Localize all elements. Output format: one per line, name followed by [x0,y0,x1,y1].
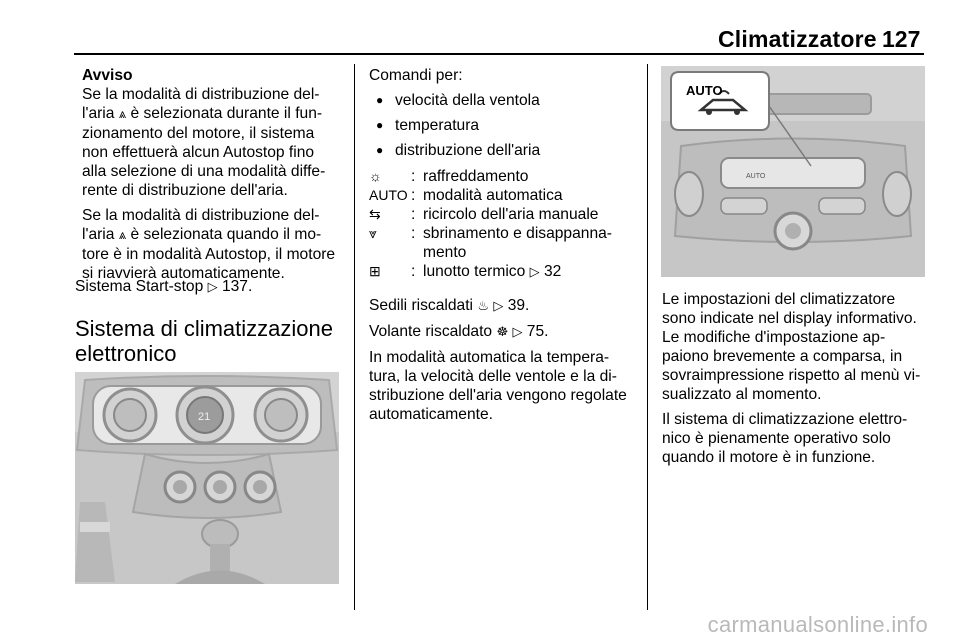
defrost-icon: ⩓ [118,107,127,122]
heated-seats-reference[interactable]: Sedili riscaldati ♨ ▷ 39. [369,297,530,314]
notice-line: Se la modalità di distribuzione del- [82,207,320,224]
auto-mode-paragraph: In modalità automatica la tempera- tura, la velocità delle ventole e la di- stribuzione dell'aria vengono regolate automaticamente. [369,349,627,423]
watermark: carmanualsonline.info [707,612,928,637]
heated-wheel-reference[interactable]: Volante riscaldato ☸ ▷ 75. [369,323,549,340]
notice-title: Avviso [82,67,133,84]
notice-line: Se la modalità di distribuzione del- [82,86,320,103]
operation-paragraph: Il sistema di climatizzazione elettro- nico è pienamente operativo solo quando il motore è in funzione. [662,411,908,466]
notice-line: si riavvierà automaticamente. [82,265,285,282]
cooling-icon: ☼ [369,168,382,184]
auto-label: AUTO [686,83,723,98]
page-number: 127 [882,26,921,52]
page-arrow-icon: ▷ [207,280,218,295]
notice-line: rente di distribuzione dell'aria. [82,182,288,199]
notice-line: l'aria ⩓ è selezionata durante il fun- [82,105,323,122]
defrost-icon: ⩓ [118,228,127,243]
controls-list [369,91,635,160]
header-rule [74,53,924,55]
page-arrow-icon: ▷ [529,265,540,280]
column-divider-right [647,64,648,610]
rear-window-reference[interactable]: lunotto termico ▷ 32 [423,263,562,280]
list-item: ● temperatura [369,116,635,135]
list-item: ● distribuzione dell'aria [369,141,635,160]
recirculation-icon: ⇆ [369,206,381,222]
page-title: Climatizzatore [718,26,877,52]
page-arrow-icon: ▷ [512,325,523,340]
notice-line: zionamento del motore, il sistema [82,125,315,142]
legend-row: ⊞ : lunotto termico ▷ 32 [369,262,635,282]
legend-row: ⩔ : sbrinamento e disappanna- mento [369,225,612,261]
column-divider-left [354,64,355,610]
heated-seat-icon: ♨ [477,299,490,314]
controls-section [369,66,635,424]
start-stop-reference[interactable]: Sistema Start-stop ▷ 137. [75,278,253,295]
page-arrow-icon: ▷ [493,299,504,314]
section-heading: Sistema di climatizzazione elettronico [75,316,333,366]
legend-row: AUTO : modalità automatica [369,187,563,204]
controls-intro: Comandi per: [369,67,463,84]
legend-row: ⇆ : ricircolo dell'aria manuale [369,206,599,223]
notice-line: alla selezione di una modalità diffe- [82,163,326,180]
legend-row: ☼ : raffreddamento [369,168,529,185]
climate-control-console-illustration [75,372,339,584]
svg-text:AUTO: AUTO [746,173,766,180]
display-section [662,290,926,467]
svg-text:21: 21 [198,411,211,423]
notice-line: l'aria ⩓ è selezionata quando il mo- [82,226,322,243]
notice-line: tore è in modalità Autostop, il motore [82,246,336,263]
auto-mode-icon: AUTO [369,187,408,203]
steering-wheel-icon: ☸ [496,325,509,340]
rear-window-heating-icon: ⊞ [369,263,381,279]
notice-block [82,66,344,283]
display-paragraph: Le impostazioni del climatizzatore sono indicate nel display informativo. Le modifiche d'impostazione ap- paiono brevemente a comparsa, in sovraimpressione rispetto al menù vi- sualizzato al momento. [662,291,921,403]
defrost-icon: ⩔ [369,225,377,241]
list-item: ● velocità della ventola [369,91,635,110]
notice-line: non effettuerà alcun Autostop fino [82,144,315,161]
